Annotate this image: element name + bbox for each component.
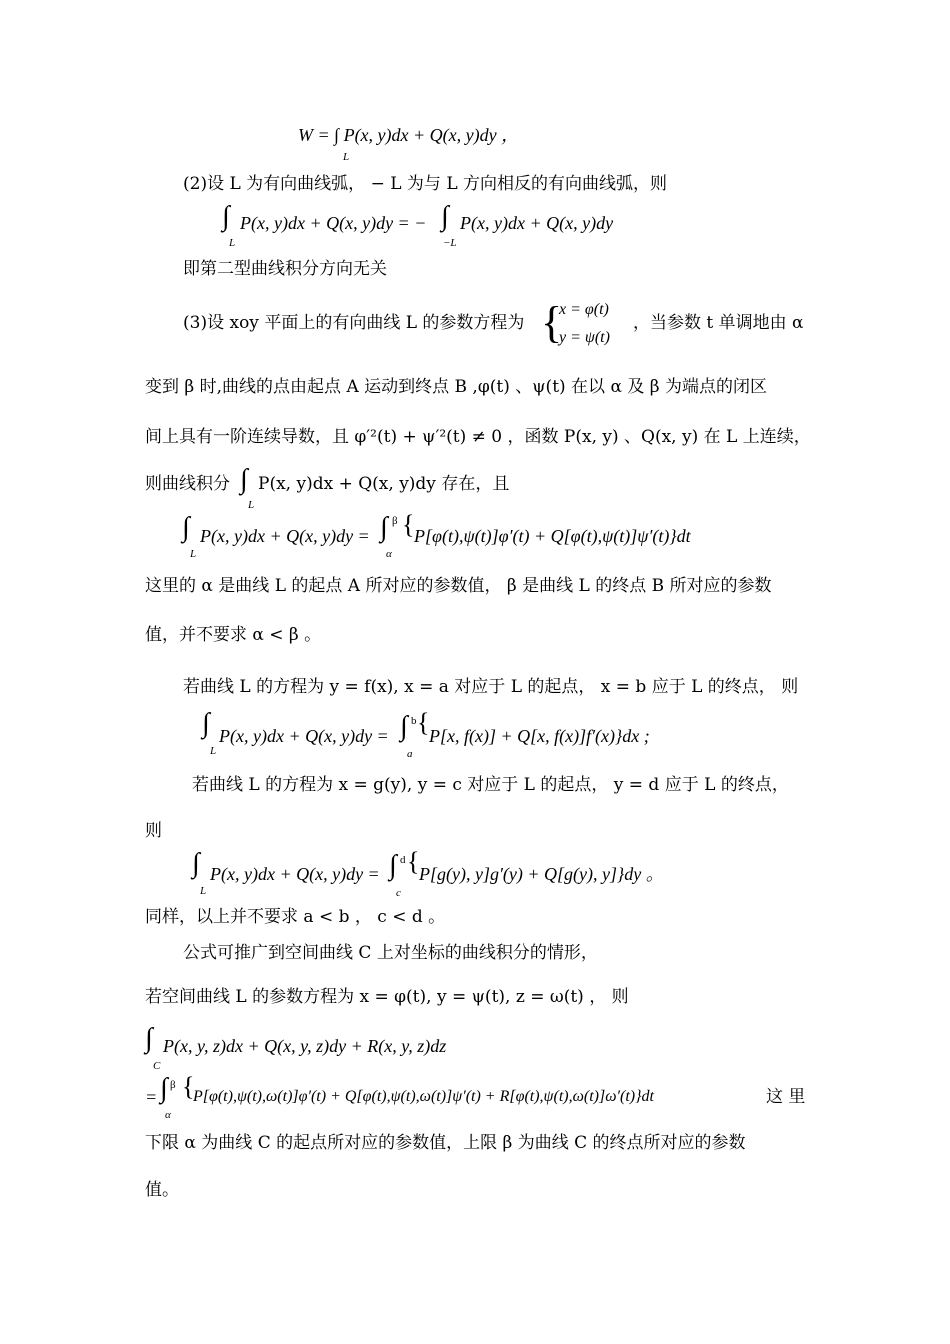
upper-limit: β [170, 1079, 176, 1091]
item-3-text-tail: ，当参数 t 单调地由 α [633, 313, 804, 333]
integral-sign: ∫ [240, 464, 248, 495]
item-3-line3: 间上具有一阶连续导数，且 φ′²(t) + ψ′²(t) ≠ 0 ，函数 P(x, y) 、Q(x, y) 在 L 上连续， [145, 427, 811, 447]
gy-case-text: 若曲线 L 的方程为 x = g(y), y = c 对应于 L 的起点， y = d 应于 L 的终点， [192, 775, 789, 795]
param-x: x = φ(t) [559, 301, 609, 318]
space-formula-eq: = [145, 1087, 158, 1107]
orientation-rhs: P(x, y)dx + Q(x, y)dy [460, 213, 614, 233]
lower-limit: α [386, 548, 392, 560]
lower-limit: a [407, 748, 413, 760]
integral-sign: ∫ [192, 848, 200, 879]
lower-limit: c [396, 887, 401, 899]
item-3-line2: 变到 β 时,曲线的点由起点 A 运动到终点 B ,φ(t) 、ψ(t) 在以 α 及 β 为端点的闭区 [145, 377, 767, 397]
brace: { [407, 847, 420, 876]
integral-sub-L: L [190, 548, 197, 560]
no-order-note: 同样，以上并不要求 a < b ， c < d 。 [145, 907, 446, 927]
limits-note: 下限 α 为曲线 C 的起点所对应的参数值，上限 β 为曲线 C 的终点所对应的参数 [145, 1133, 746, 1153]
integral-sub-L: L [229, 237, 236, 249]
fx-formula-lhs: P(x, y)dx + Q(x, y)dy = [219, 726, 389, 746]
integral-sub-C: C [153, 1060, 161, 1072]
param-y: y = ψ(t) [559, 329, 610, 346]
gy-formula-rhs: P[g(y), y]g′(y) + Q[g(y), y]}dy 。 [419, 864, 664, 884]
integral-sign: ∫ [160, 1073, 168, 1104]
brace: { [182, 1072, 195, 1101]
param-note-2: 值，并不要求 α < β 。 [145, 625, 322, 645]
gy-case-then: 则 [145, 821, 162, 841]
upper-limit: d [400, 854, 406, 866]
orientation-lhs: P(x, y)dx + Q(x, y)dy = − [240, 213, 427, 233]
item-3-line4: 则曲线积分 [145, 474, 230, 494]
space-curve-intro: 公式可推广到空间曲线 C 上对坐标的曲线积分的情形， [183, 943, 598, 963]
param-formula-lhs: P(x, y)dx + Q(x, y)dy = [200, 526, 370, 546]
integral-sign: ∫ [202, 708, 210, 739]
upper-limit: β [392, 515, 398, 527]
upper-limit: b [411, 715, 417, 727]
integral-sign: ∫ [182, 512, 190, 543]
item-2-text: (2)设 L 为有向曲线弧， − L 为与 L 方向相反的有向曲线弧，则 [183, 174, 668, 194]
fx-formula-rhs: P[x, f(x)] + Q[x, f(x)]f′(x)}dx ; [429, 726, 650, 746]
item-3-text: (3)设 xoy 平面上的有向曲线 L 的参数方程为 [183, 313, 525, 333]
space-formula-lhs: P(x, y, z)dx + Q(x, y, z)dy + R(x, y, z)dz [163, 1036, 447, 1056]
space-curve-param: 若空间曲线 L 的参数方程为 x = φ(t), y = ψ(t), z = ω(t) ， 则 [145, 987, 629, 1007]
gy-formula-lhs: P(x, y)dx + Q(x, y)dy = [210, 864, 380, 884]
space-formula-rhs: P[φ(t),ψ(t),ω(t)]φ′(t) + Q[φ(t),ψ(t),ω(t)]ψ′(t) + R[φ(t),ψ(t),ω(t)]ω′(t)}dt [193, 1088, 654, 1105]
integral-sign: ∫ [400, 711, 408, 742]
integral-sign: ∫ [380, 512, 388, 543]
integral-sign: ∫ [145, 1023, 153, 1054]
work-formula: W = ∫ P(x, y)dx + Q(x, y)dy ， [298, 125, 520, 145]
space-formula-tail: 这 里 [766, 1087, 806, 1107]
integral-sub-L: L [248, 499, 255, 511]
work-integral-sub: L [343, 151, 350, 163]
item-3-line4-b: P(x, y)dx + Q(x, y)dy 存在，且 [258, 474, 510, 494]
brace: { [402, 510, 415, 539]
param-formula-rhs: P[φ(t),ψ(t)]φ′(t) + Q[φ(t),ψ(t)]ψ′(t)}dt [414, 526, 691, 546]
integral-sign: ∫ [441, 201, 449, 232]
limits-note-end: 值。 [145, 1180, 179, 1200]
integral-sub-L: L [210, 745, 217, 757]
integral-sign: ∫ [389, 850, 397, 881]
integral-sign: ∫ [222, 201, 230, 232]
system-brace: { [541, 298, 563, 347]
integral-sub-negL: −L [443, 237, 457, 249]
brace: { [417, 708, 430, 737]
fx-case-text: 若曲线 L 的方程为 y = f(x), x = a 对应于 L 的起点， x = b 应于 L 的终点， 则 [183, 677, 799, 697]
lower-limit: α [165, 1109, 171, 1121]
param-note-1: 这里的 α 是曲线 L 的起点 A 所对应的参数值， β 是曲线 L 的终点 B 所对应的参数 [145, 576, 772, 596]
integral-sub-L: L [200, 885, 207, 897]
direction-conclusion: 即第二型曲线积分方向无关 [183, 259, 387, 279]
